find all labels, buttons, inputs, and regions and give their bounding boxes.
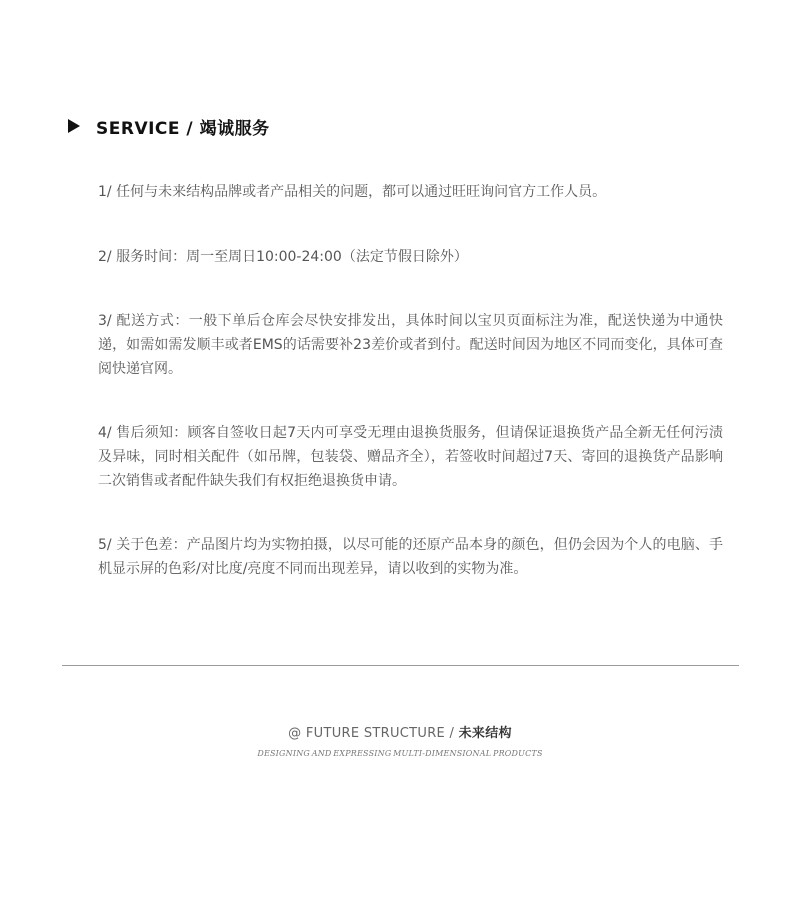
service-list	[98, 180, 723, 621]
footer-brand-cn: 未来结构	[458, 726, 512, 741]
section-header	[68, 112, 270, 140]
play-triangle-icon	[68, 119, 80, 133]
service-item-2: 2/ 服务时间：周一至周日10:00-24:00（法定节假日除外）	[98, 249, 468, 265]
service-item-4: 4/ 售后须知：顾客自签收日起7天内可享受无理由退换货服务，但请保证退换货产品全新无任何污渍及异味，同时相关配件（如吊牌，包装袋、赠品齐全），若签收时间超过7天、寄回的退换货产品影响二次销售或者配件缺失我们有权拒绝退换货申请。	[98, 425, 723, 489]
footer	[0, 722, 800, 758]
footer-brand-en: @ FUTURE STRUCTURE /	[288, 726, 459, 741]
service-item-3: 3/ 配送方式：一般下单后仓库会尽快安排发出，具体时间以宝贝页面标注为准，配送快递为中通快递，如需如需发顺丰或者EMS的话需要补23差价或者到付。配送时间因为地区不同而变化，具体可查阅快递官网。	[98, 313, 723, 377]
footer-brand	[0, 722, 800, 741]
service-item-1: 1/ 任何与未来结构品牌或者产品相关的问题，都可以通过旺旺询问官方工作人员。	[98, 184, 607, 200]
section-title: SERVICE / 竭诚服务	[96, 118, 270, 139]
footer-divider	[62, 665, 739, 666]
service-item-5: 5/ 关于色差：产品图片均为实物拍摄，以尽可能的还原产品本身的颜色，但仍会因为个人的电脑、手机显示屏的色彩/对比度/亮度不同而出现差异，请以收到的实物为准。	[98, 537, 723, 577]
footer-tagline: DESIGNING AND EXPRESSING MULTI-DIMENSIONAL PRODUCTS	[257, 749, 543, 758]
